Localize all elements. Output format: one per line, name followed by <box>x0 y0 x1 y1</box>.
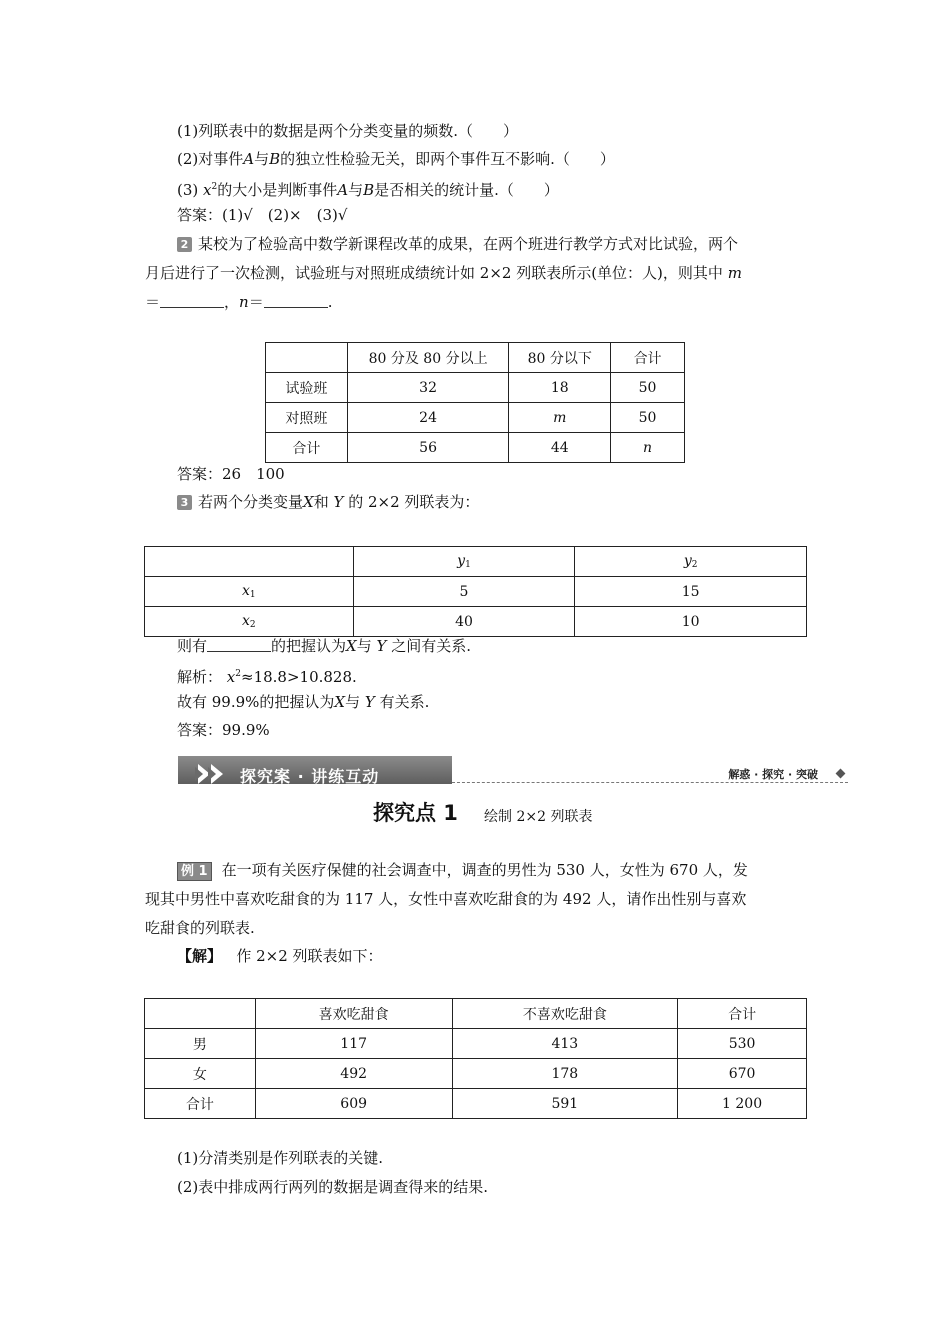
table-cell: 591 <box>452 1089 678 1119</box>
problem-3-line: 3 若两个分类变量X和 Y 的 2×2 列联表为： <box>177 492 479 512</box>
table-header: 80 分及 80 分以上 <box>347 343 509 373</box>
problem-3-analysis: 解析： $x^2\approx 18.8>10.828$. <box>177 668 357 686</box>
answer-1: 答案：(1)√ (2)× (3)√ <box>177 206 348 224</box>
table-row <box>145 999 807 1029</box>
note-1: (1)分清类别是作列联表的关键. <box>177 1149 384 1167</box>
table-row <box>266 433 685 463</box>
section-banner <box>178 752 848 786</box>
answer-3: 答案：99.9% <box>177 721 270 739</box>
table-cell: 50 <box>611 373 685 403</box>
table-cell: $x_2$ <box>145 607 354 637</box>
diamond-icon <box>836 769 846 779</box>
example-line-1: 例 1 在一项有关医疗保健的社会调查中，调查的男性为 530 人，女性为 670 人，发 <box>177 860 748 881</box>
table-header: $y_2$ <box>575 547 807 577</box>
table-header: 喜欢吃甜食 <box>255 999 452 1029</box>
table-row <box>145 607 807 637</box>
note-2: (2)表中排成两行两列的数据是调查得来的结果. <box>177 1178 489 1196</box>
xy-table <box>144 546 807 637</box>
table-cell: 117 <box>255 1029 452 1059</box>
table-cell <box>266 343 348 373</box>
example-line-2: 现其中男性中喜欢吃甜食的为 117 人，女性中喜欢吃甜食的为 492 人，请作出性别与喜欢 <box>145 890 747 908</box>
solution-line: 【解】 作 2×2 列联表如下： <box>177 947 383 965</box>
banner-subtitle: 解惑 · 探究 · 突破 <box>728 768 818 781</box>
table-cell: 对照班 <box>266 403 348 433</box>
problem-3-conclusion: 故有 99.9%的把握认为X与 Y 有关系. <box>177 693 430 711</box>
table-header: 合计 <box>678 999 807 1029</box>
table-cell: 32 <box>347 373 509 403</box>
table-row <box>266 343 685 373</box>
table-cell: 413 <box>452 1029 678 1059</box>
table-cell: 670 <box>678 1059 807 1089</box>
table-cell: n <box>611 433 685 463</box>
problem-2-line-2: 月后进行了一次检测，试验班与对照班成绩统计如 2×2 列联表所示(单位：人)，则其中 m <box>145 264 742 282</box>
example-badge: 例 1 <box>177 862 212 881</box>
table-cell: 40 <box>353 607 575 637</box>
banner-divider <box>452 782 848 783</box>
table-header: 合计 <box>611 343 685 373</box>
table-header: 80 分以下 <box>509 343 611 373</box>
table-cell: 合计 <box>266 433 348 463</box>
gender-sweets-table <box>144 998 807 1119</box>
score-table <box>265 342 685 463</box>
table-cell: 15 <box>575 577 807 607</box>
table-cell: 178 <box>452 1059 678 1089</box>
table-cell: 男 <box>145 1029 256 1059</box>
table-cell: m <box>509 403 611 433</box>
section-subtitle: 绘制 2×2 列联表 <box>484 809 593 825</box>
table-cell: 609 <box>255 1089 452 1119</box>
question-3: (3) $x^2$的大小是判断事件A与B是否相关的统计量.（ ） <box>177 181 559 199</box>
problem-2-badge: 2 <box>177 237 192 252</box>
problem-2-line-1: 2 某校为了检验高中数学新课程改革的成果，在两个班进行教学方式对比试验，两个 <box>177 234 738 254</box>
table-cell: 试验班 <box>266 373 348 403</box>
answer-2: 答案：26 100 <box>177 465 285 483</box>
banner-background <box>178 756 452 784</box>
table-cell: $x_1$ <box>145 577 354 607</box>
table-cell: 492 <box>255 1059 452 1089</box>
blank-m <box>160 293 224 308</box>
chevron-right-icon <box>211 764 223 784</box>
table-cell: 女 <box>145 1059 256 1089</box>
blank-n <box>264 293 328 308</box>
table-cell: 50 <box>611 403 685 433</box>
table-row <box>266 373 685 403</box>
table-cell: 530 <box>678 1029 807 1059</box>
table-row <box>145 1089 807 1119</box>
table-cell: 10 <box>575 607 807 637</box>
table-cell: 5 <box>353 577 575 607</box>
blank-percent <box>207 637 271 652</box>
problem-3-badge: 3 <box>177 495 192 510</box>
table-cell: 56 <box>347 433 509 463</box>
table-header: 不喜欢吃甜食 <box>452 999 678 1029</box>
table-row <box>145 547 807 577</box>
table-row <box>145 577 807 607</box>
table-cell: 44 <box>509 433 611 463</box>
example-line-3: 吃甜食的列联表. <box>145 919 255 937</box>
table-row <box>145 1029 807 1059</box>
table-cell: 合计 <box>145 1089 256 1119</box>
table-header: $y_1$ <box>353 547 575 577</box>
table-row <box>145 1059 807 1089</box>
question-1: (1)列联表中的数据是两个分类变量的频数.（ ） <box>177 122 519 140</box>
table-cell: 18 <box>509 373 611 403</box>
banner-title: 探究案 · 讲练互动 <box>240 767 380 786</box>
section-title: 探究点 1 <box>373 801 458 825</box>
table-cell <box>145 999 256 1029</box>
problem-2-line-3: ＝ ，n＝ . <box>145 293 333 311</box>
table-row <box>266 403 685 433</box>
problem-3-question: 则有 的把握认为X与 Y 之间有关系. <box>177 637 471 655</box>
table-cell <box>145 547 354 577</box>
table-cell: 24 <box>347 403 509 433</box>
question-2: (2)对事件A与B的独立性检验无关，即两个事件互不影响.（ ） <box>177 150 615 168</box>
table-cell: 1 200 <box>678 1089 807 1119</box>
